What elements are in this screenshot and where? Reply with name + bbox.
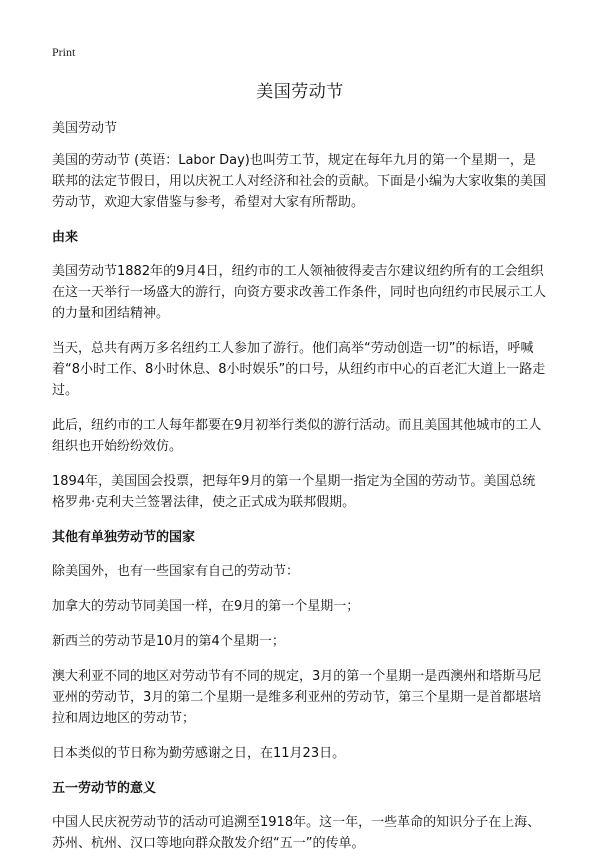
paragraph: 当天，总共有两万多名纽约工人参加了游行。他们高举“劳动创造一切”的标语，呼喊着“8小时工作、8小时休息、8小时娱乐”的口号，从纽约市中心的百老汇大道上一路走过。	[52, 341, 546, 398]
page-title: 美国劳动节	[256, 82, 344, 102]
section-heading-other-countries: 其他有单独劳动节的国家	[52, 530, 196, 545]
section-heading-origin: 由来	[52, 230, 79, 245]
paragraph: 日本类似的节日称为勤劳感谢之日，在11月23日。	[52, 746, 346, 761]
paragraph: 此后，纽约市的工人每年都要在9月初举行类似的游行活动。而且美国其他城市的工人组织也开始纷纷效仿。	[52, 418, 542, 454]
paragraph: 1894年，美国国会投票，把每年9月的第一个星期一指定为全国的劳动节。美国总统格罗弗·克利夫兰签署法律，使之正式成为联邦假期。	[52, 474, 536, 510]
paragraph: 澳大利亚不同的地区对劳动节有不同的规定，3月的第一个星期一是西澳州和塔斯马尼亚州的劳动节，3月的第二个星期一是维多利亚州的劳动节，第三个星期一是首都堪培拉和周边地区的劳动节；	[52, 669, 542, 726]
intro-paragraph: 美国的劳动节 (英语：Labor Day)也叫劳工节，规定在每年九月的第一个星期一，是联邦的法定节假日，用以庆祝工人对经济和社会的贡献。下面是小编为大家收集的美国劳动节，欢迎大家借鉴与参考，希望对大家有所帮助。	[52, 153, 547, 210]
paragraph: 加拿大的劳动节同美国一样，在9月的第一个星期一；	[52, 599, 360, 614]
print-link[interactable]: Print	[52, 45, 76, 59]
article-subtitle: 美国劳动节	[52, 121, 118, 136]
paragraph: 中国人民庆祝劳动节的活动可追溯至1918年。这一年，一些革命的知识分子在上海、苏州、杭州、汉口等地向群众散发介绍“五一”的传单。	[52, 815, 541, 851]
paragraph: 美国劳动节1882年的9月4日，纽约市的工人领袖彼得麦吉尔建议纽约所有的工会组织在这一天举行一场盛大的游行，向资方要求改善工作条件，同时也向纽约市民展示工人的力量和团结精神。	[52, 264, 547, 321]
section-heading-may-day-meaning: 五一劳动节的意义	[52, 781, 157, 796]
paragraph: 除美国外，也有一些国家有自己的劳动节：	[52, 564, 300, 579]
paragraph: 新西兰的劳动节是10月的第4个星期一；	[52, 634, 285, 649]
